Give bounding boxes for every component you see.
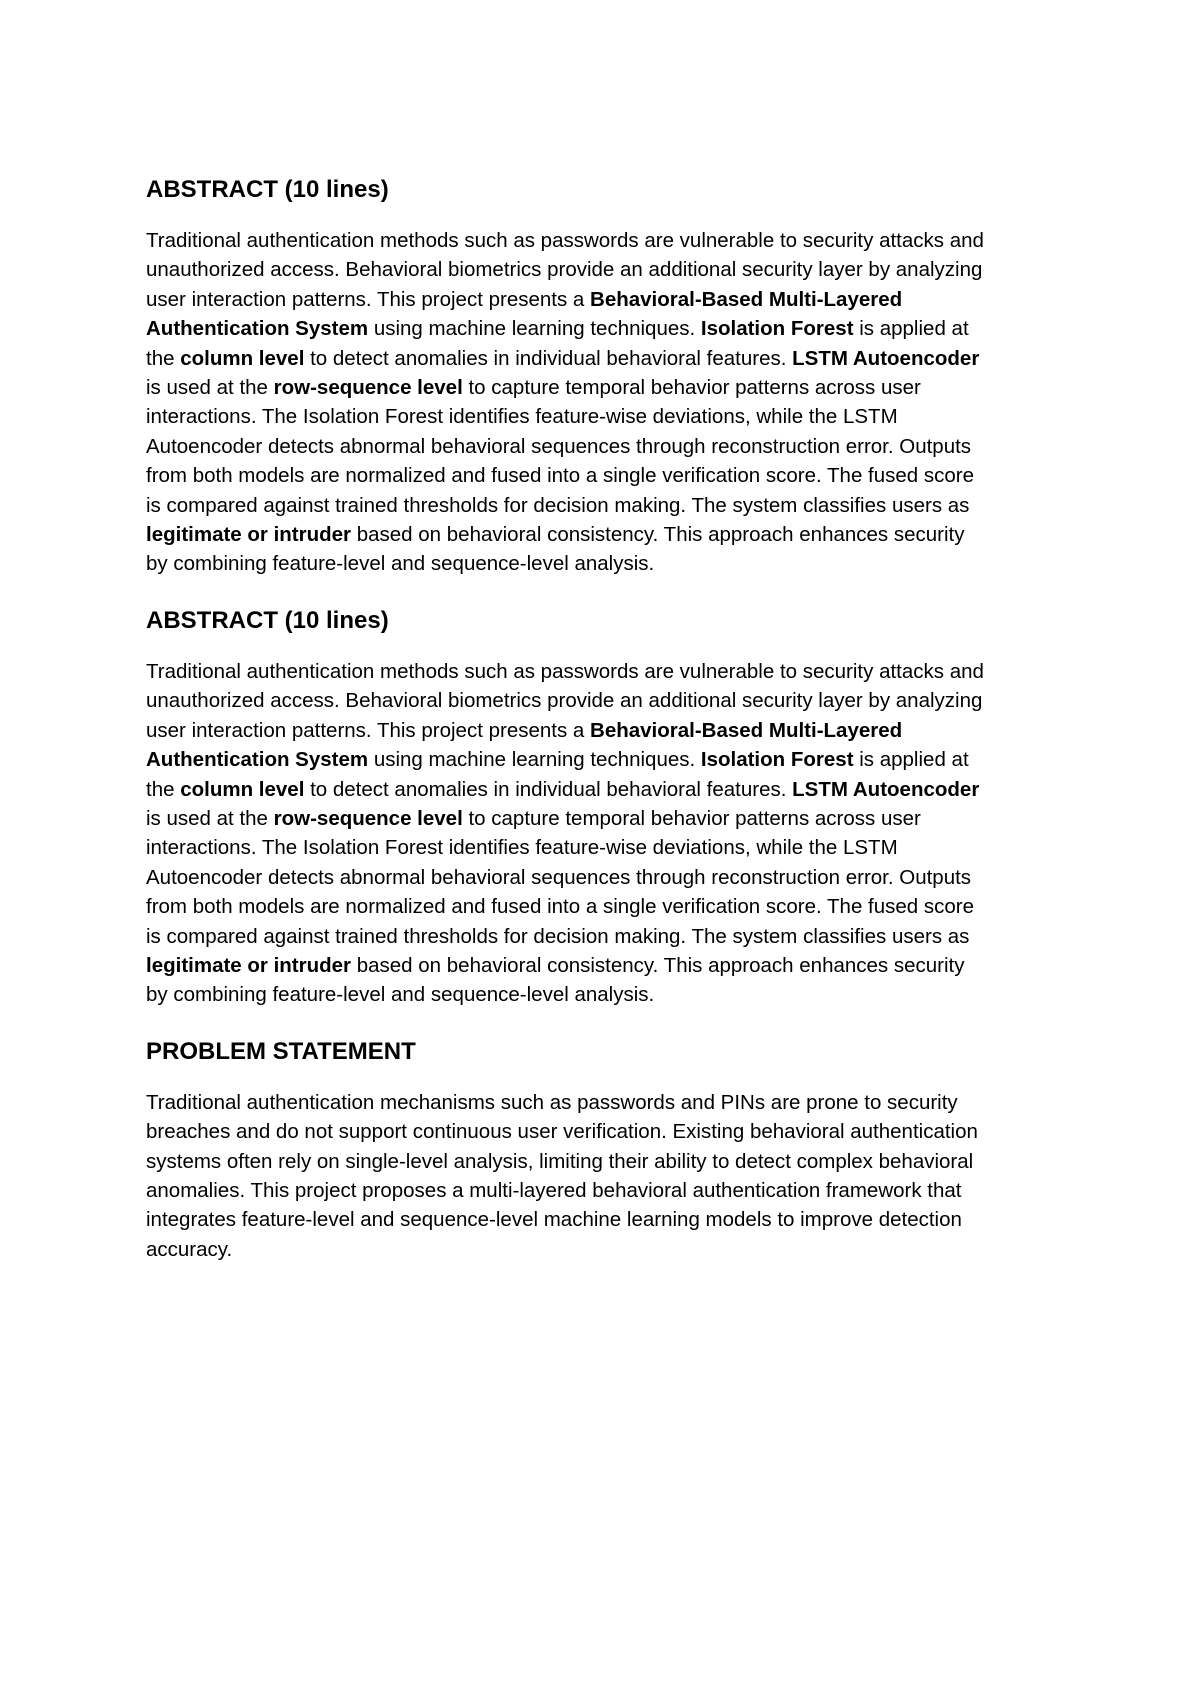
section-abstract-1 <box>146 170 1076 601</box>
paragraph-line <box>146 922 1076 951</box>
text-run: interactions. The Isolation Forest identifies feature-wise deviations, while the LSTM <box>146 405 898 429</box>
paragraph-line <box>146 863 1076 892</box>
paragraph-line <box>146 549 1076 578</box>
bold-text: column level <box>180 346 305 370</box>
bold-text: row-sequence level <box>273 806 463 830</box>
document-page <box>146 170 1076 1264</box>
paragraph-line <box>146 1176 1076 1205</box>
bold-text: Isolation Forest <box>700 317 854 341</box>
bold-text: Behavioral-Based Multi-Layered <box>590 718 903 742</box>
text-run: Traditional authentication methods such as passwords are vulnerable to security attacks and <box>146 659 984 683</box>
text-run: based on behavioral consistency. This approach enhances security <box>351 953 965 977</box>
text-run: Autoencoder detects abnormal behavioral sequences through reconstruction error. Outputs <box>146 865 972 889</box>
paragraph-line <box>146 892 1076 921</box>
text-run: is used at the <box>146 806 274 830</box>
bold-text: legitimate or intruder <box>146 523 352 547</box>
text-run: to detect anomalies in individual behavioral features. <box>304 346 793 370</box>
text-run: by combining feature-level and sequence-level analysis. <box>146 983 655 1007</box>
paragraph-line <box>146 657 1076 686</box>
text-run: is compared against trained thresholds for decision making. The system classifies users as <box>146 493 970 517</box>
paragraph-line <box>146 520 1076 549</box>
text-run: from both models are normalized and fused into a single verification score. The fused score <box>146 895 975 919</box>
paragraph-line <box>146 314 1076 343</box>
paragraph-line <box>146 1235 1076 1264</box>
paragraph-line <box>146 980 1076 1009</box>
text-run: unauthorized access. Behavioral biometrics provide an additional security layer by analyzing <box>146 689 983 713</box>
bold-text: Behavioral-Based Multi-Layered <box>590 287 903 311</box>
section-heading: ABSTRACT (10 lines) <box>146 176 389 203</box>
paragraph-line <box>146 373 1076 402</box>
text-run: the <box>146 346 181 370</box>
text-run: using machine learning techniques. <box>368 748 701 772</box>
paragraph-line <box>146 1205 1076 1234</box>
bold-text: legitimate or intruder <box>146 953 352 977</box>
text-run: is compared against trained thresholds for decision making. The system classifies users as <box>146 924 970 948</box>
section-heading: PROBLEM STATEMENT <box>146 1037 416 1065</box>
text-run: the <box>146 777 181 801</box>
text-run: is used at the <box>146 376 274 400</box>
bold-text: Isolation Forest <box>700 748 854 772</box>
bold-text: LSTM Autoencoder <box>792 346 980 370</box>
text-run: by combining feature-level and sequence-level analysis. <box>146 552 655 576</box>
paragraph-line <box>146 716 1076 745</box>
paragraph-line <box>146 461 1076 490</box>
text-run: using machine learning techniques. <box>368 317 701 341</box>
text-run: to capture temporal behavior patterns across user <box>462 806 921 830</box>
text-run: Autoencoder detects abnormal behavioral sequences through reconstruction error. Outputs <box>146 434 972 458</box>
section-abstract-2 <box>146 601 1076 1032</box>
paragraph-line <box>146 255 1076 284</box>
paragraph-line <box>146 1088 1076 1117</box>
bold-text: row-sequence level <box>273 376 463 400</box>
paragraph-line <box>146 226 1076 255</box>
text-run: integrates feature-level and sequence-level machine learning models to improve detection <box>146 1208 962 1232</box>
section-paragraph <box>146 1088 1076 1264</box>
bold-text: LSTM Autoencoder <box>792 777 980 801</box>
text-run: systems often rely on single-level analysis, limiting their ability to detect complex behavioral <box>146 1149 974 1173</box>
bold-text: Authentication System <box>146 748 369 772</box>
text-run: breaches and do not support continuous user verification. Existing behavioral authentication <box>146 1120 978 1144</box>
text-run: Traditional authentication methods such as passwords are vulnerable to security attacks and <box>146 229 984 252</box>
text-run: interactions. The Isolation Forest identifies feature-wise deviations, while the LSTM <box>146 836 898 860</box>
text-run: from both models are normalized and fused into a single verification score. The fused score <box>146 464 975 488</box>
text-run: is applied at <box>853 317 969 341</box>
paragraph-line <box>146 833 1076 862</box>
paragraph-line <box>146 804 1076 833</box>
paragraph-line <box>146 402 1076 431</box>
text-run: user interaction patterns. This project presents a <box>146 287 591 311</box>
paragraph-line <box>146 432 1076 461</box>
text-run: Traditional authentication mechanisms such as passwords and PINs are prone to security <box>146 1090 958 1114</box>
section-heading: ABSTRACT (10 lines) <box>146 606 389 634</box>
section-paragraph <box>146 657 1076 1010</box>
text-run: user interaction patterns. This project presents a <box>146 718 591 742</box>
paragraph-line <box>146 491 1076 520</box>
bold-text: Authentication System <box>146 317 369 341</box>
paragraph-line <box>146 1147 1076 1176</box>
text-run: anomalies. This project proposes a multi-layered behavioral authentication framework that <box>146 1178 962 1202</box>
paragraph-line <box>146 745 1076 774</box>
text-run: based on behavioral consistency. This approach enhances security <box>351 523 965 547</box>
paragraph-line <box>146 775 1076 804</box>
paragraph-line <box>146 344 1076 373</box>
text-run: to capture temporal behavior patterns across user <box>462 376 921 400</box>
paragraph-line <box>146 686 1076 715</box>
section-problem-statement <box>146 1032 1076 1264</box>
text-run: to detect anomalies in individual behavioral features. <box>304 777 793 801</box>
section-paragraph <box>146 226 1076 579</box>
paragraph-line <box>146 1117 1076 1146</box>
paragraph-line <box>146 951 1076 980</box>
text-run: is applied at <box>853 748 969 772</box>
paragraph-line <box>146 285 1076 314</box>
text-run: unauthorized access. Behavioral biometrics provide an additional security layer by analyzing <box>146 258 983 282</box>
bold-text: column level <box>180 777 305 801</box>
text-run: accuracy. <box>146 1237 233 1261</box>
